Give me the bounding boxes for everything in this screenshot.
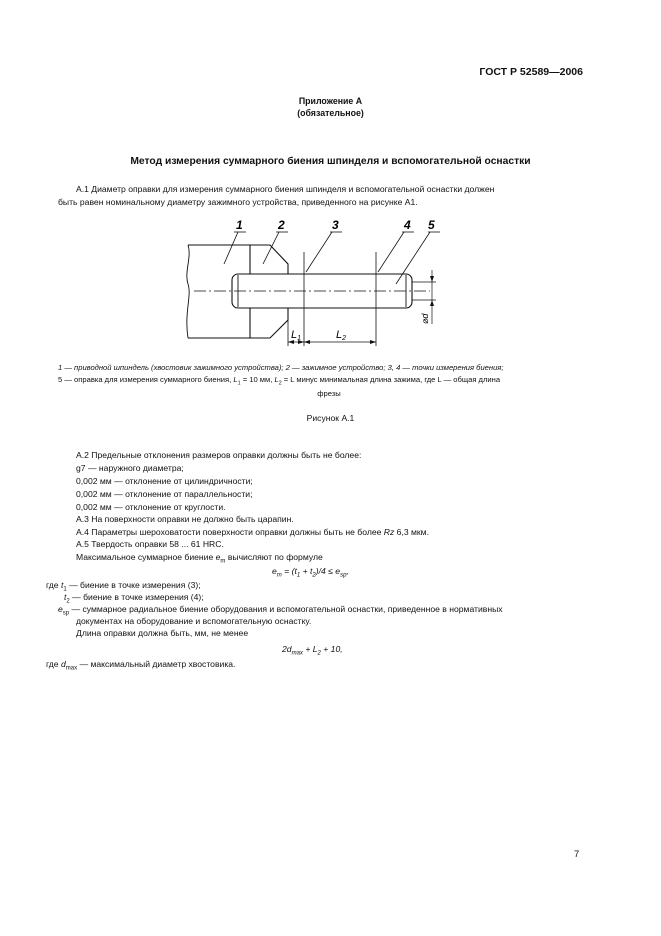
formula-length: $2d_{max} + L_2 + 10$, (282, 644, 343, 657)
leader-3 (306, 232, 332, 272)
callout-1: 1 (236, 218, 243, 232)
section-title: Метод измерения суммарного биения шпинделя и вспомогательной оснастки (130, 156, 531, 167)
page-number: 7 (574, 849, 580, 860)
dim-arrow (430, 276, 434, 282)
callout-5: 5 (428, 218, 435, 232)
dim-arrow (370, 340, 376, 344)
standard-number: ГОСТ Р 52589—2006 (479, 66, 583, 78)
length-intro: Длина оправки должна быть, мм, не менее (76, 628, 249, 638)
appendix-title: Приложение А (298, 96, 363, 106)
req-a2: А.2 Предельные отклонения размеров оправки должны быть не более: (76, 450, 362, 460)
req-roundness: 0,002 мм — отклонение от круглости. (76, 502, 226, 512)
dim-l2-label: L2 (336, 329, 347, 342)
figure-a1 (180, 212, 450, 352)
req-max-runout: Максимальное суммарное биение $e_m$ вычисляют по формуле (76, 552, 323, 565)
req-g7: g7 — наружного диаметра; (76, 463, 184, 473)
def-dmax: где $d_{max}$ — максимальный диаметр хвостовика. (46, 659, 236, 672)
callout-2: 2 (278, 218, 285, 232)
dim-l1-label: L1 (291, 329, 302, 342)
callout-4: 4 (404, 218, 411, 232)
dim-arrow (304, 340, 310, 344)
req-a5: А.5 Твердость оправки 58 ... 61 HRC. (76, 539, 224, 549)
caption-line-1: 1 — приводной шпиндель (хвостовик зажимного устройства); 2 — зажимное устройство; 3, 4 — точки измерения биения; (58, 363, 504, 372)
leader-2 (263, 232, 279, 264)
req-a4: А.4 Параметры шероховатости поверхности оправки должны быть не более Rz 6,3 мкм. (76, 527, 429, 537)
leader-4 (378, 232, 404, 272)
req-a3: А.3 На поверхности оправки не должно быть царапин. (76, 514, 294, 524)
spindle-break-line (187, 245, 189, 338)
def-esp: $e_{sp}$ — суммарное радиальное биение оборудования и вспомогательной оснастки, приведенное в нормативных (58, 604, 503, 617)
para-a1-line1: А.1 Диаметр оправки для измерения суммарного биения шпинделя и вспомогательной оснастки должен (76, 184, 495, 194)
dim-arrow (430, 300, 434, 306)
req-cylindricity: 0,002 мм — отклонение от цилиндричности; (76, 476, 253, 486)
caption-line-2: 5 — оправка для измерения суммарного биения, $L_1 = 10$ мм, $L_2 = L$ минус минимальная длина зажима, где L — общая длина (58, 374, 501, 387)
figure-caption (58, 362, 578, 399)
def-esp-cont: документах на оборудование и вспомогательную оснастку. (76, 616, 312, 626)
para-a1-line2: быть равен номинальному диаметру зажимного устройства, приведенного на рисунке А1. (58, 197, 418, 207)
formula-runout: $e_m = (t_1 + t_2)/4 \le e_{sp}$, (272, 566, 349, 579)
caption-line-3: фрезы (317, 388, 341, 398)
callout-3: 3 (332, 218, 339, 232)
req-parallelism: 0,002 мм — отклонение от параллельности; (76, 489, 253, 499)
leader-1 (224, 232, 238, 264)
def-t1: где $t_1$ — биение в точке измерения (3); (46, 580, 201, 593)
figure-label: Рисунок А.1 (306, 413, 355, 423)
def-t2: $t_2$ — биение в точке измерения (4); (64, 592, 204, 605)
leader-5 (396, 232, 430, 284)
appendix-status: (обязательное) (297, 108, 364, 118)
dim-diameter-label: ⌀d (420, 313, 430, 324)
